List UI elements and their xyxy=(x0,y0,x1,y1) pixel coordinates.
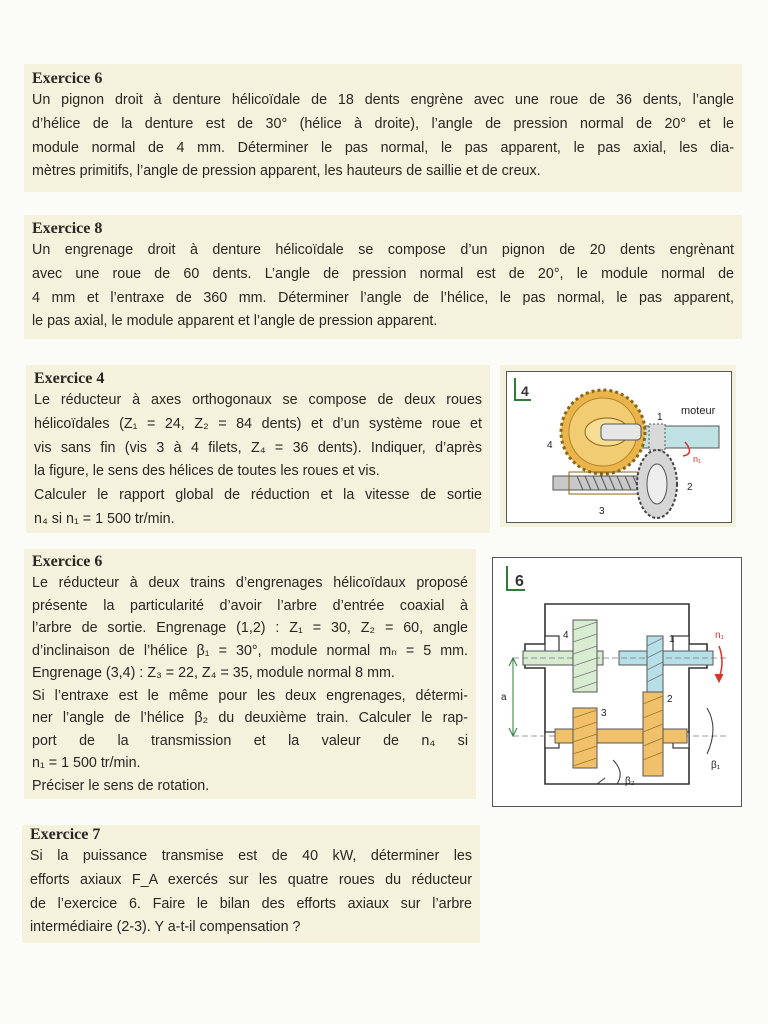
label-2: 2 xyxy=(687,482,693,493)
label-1: 1 xyxy=(657,412,663,423)
exercise-text-line: l’arbre de sortie. Engrenage (1,2) : Z₁ = 30, Z₂ = 60, angle xyxy=(32,620,468,636)
beta-2-label: β₂ xyxy=(625,776,635,787)
exercise-text-line: le pas axial, le module apparent et l’angle de pression apparent. xyxy=(32,313,438,330)
exercise-text-line: d’hélice de la denture est de 30° (hélice à droite), l’angle de pression normal de 20° et le xyxy=(32,115,734,132)
exercise-4-block xyxy=(26,365,490,533)
exercise-6b-block xyxy=(24,549,476,799)
figure-4-drawing xyxy=(506,371,732,523)
gear-1-icon xyxy=(649,424,665,450)
figure-6-drawing xyxy=(493,558,740,805)
label-4: 4 xyxy=(563,630,569,641)
exercise-text-line: d’inclinaison de l’hélice β₁ = 30°, module normal mₙ = 5 mm. xyxy=(32,642,468,659)
figure-4-reducer xyxy=(500,365,736,527)
exercise-text-line: avec une roue de 60 dents. L’angle de pression normal est de 20°, le module normal de xyxy=(32,265,734,282)
exercise-7-block xyxy=(22,825,480,943)
exercise-text-line: la figure, le sens des hélices de toutes les roues et vis. xyxy=(34,463,380,480)
exercise-text-line: de l’exercice 6. Faire le bilan des efforts axiaux sur l’arbre xyxy=(30,895,472,912)
exercise-text-line: hélicoïdales (Z₁ = 24, Z₂ = 84 dents) et d’un système roue et xyxy=(34,415,482,432)
exercise-8-block xyxy=(24,215,742,339)
label-1: 1 xyxy=(669,634,675,645)
exercise-text-line: Préciser le sens de rotation. xyxy=(32,777,210,794)
exercise-text-line: Le réducteur à axes orthogonaux se compose de deux roues xyxy=(34,392,482,408)
exercise-text-line: module normal de 4 mm. Déterminer le pas normal, le pas apparent, le pas axial, les dia- xyxy=(32,139,734,156)
exercise-text-line: Si l’entraxe est le même pour les deux engrenages, détermi- xyxy=(32,687,468,704)
exercise-text-line: ner l’angle de l’hélice β₂ du deuxième train. Calculer le rap- xyxy=(32,710,468,726)
exercise-text-line: Engrenage (3,4) : Z₃ = 22, Z₄ = 35, module normal 8 mm. xyxy=(32,665,395,681)
exercise-6a-block xyxy=(24,64,742,192)
figure-6-two-stage-reducer xyxy=(492,557,742,807)
exercise-text-line: intermédiaire (2-3). Y a-t-il compensation ? xyxy=(30,919,301,936)
beta-1-label: β₁ xyxy=(711,760,721,771)
exercise-text-line: mètres primitifs, l’angle de pression apparent, les hauteurs de saillie et de creux. xyxy=(32,163,541,180)
exercise-title: Exercice 4 xyxy=(34,370,105,387)
exercise-title: Exercice 8 xyxy=(32,220,103,237)
worm-wheel-icon xyxy=(637,450,677,518)
exercise-text-line: Calculer le rapport global de réduction et la vitesse de sortie xyxy=(34,487,482,504)
label-2: 2 xyxy=(667,694,673,705)
exercise-text-line: présente la particularité d’avoir l’arbre d’entrée coaxial à xyxy=(32,597,468,614)
exercise-title: Exercice 6 xyxy=(32,553,103,570)
exercise-title: Exercice 7 xyxy=(30,826,101,843)
figure-number: 6 xyxy=(515,573,524,590)
exercise-text-line: n₁ = 1 500 tr/min. xyxy=(32,755,141,771)
exercise-text-line: port de la transmission et la valeur de n₄ si xyxy=(32,732,468,749)
exercise-text-line: n₄ si n₁ = 1 500 tr/min. xyxy=(34,510,175,527)
label-3: 3 xyxy=(599,506,605,517)
exercise-text-line: Un engrenage droit à denture hélicoïdale se compose d’un pignon de 20 dents engrènant xyxy=(32,242,734,258)
exercise-title: Exercice 6 xyxy=(32,70,103,87)
exercise-text-line: vis sans fin (vis 3 à 4 filets, Z₄ = 36 dents). Indiquer, d’après xyxy=(34,439,482,456)
exercise-text-line: 4 mm et l’entraxe de 360 mm. Déterminer l’angle de l’hélice, le pas normal, le pas apparent, xyxy=(32,289,734,306)
figure-number: 4 xyxy=(521,383,529,399)
speed-label: n₁ xyxy=(715,630,724,641)
label-3: 3 xyxy=(601,708,607,719)
label-4: 4 xyxy=(547,440,553,451)
speed-label: n₁ xyxy=(693,454,702,464)
exercise-text-line: Si la puissance transmise est de 40 kW, déterminer les xyxy=(30,848,472,864)
center-distance-label: a xyxy=(501,692,507,703)
motor-label: moteur xyxy=(681,405,716,417)
exercise-text-line: efforts axiaux F_A exercés sur les quatre roues du réducteur xyxy=(30,871,472,888)
exercise-text-line: Le réducteur à deux trains d’engrenages hélicoïdaux proposé xyxy=(32,575,468,591)
gear-2-icon xyxy=(561,390,645,474)
exercise-text-line: Un pignon droit à denture hélicoïdale de 18 dents engrène avec une roue de 36 dents, l’angle xyxy=(32,92,734,108)
